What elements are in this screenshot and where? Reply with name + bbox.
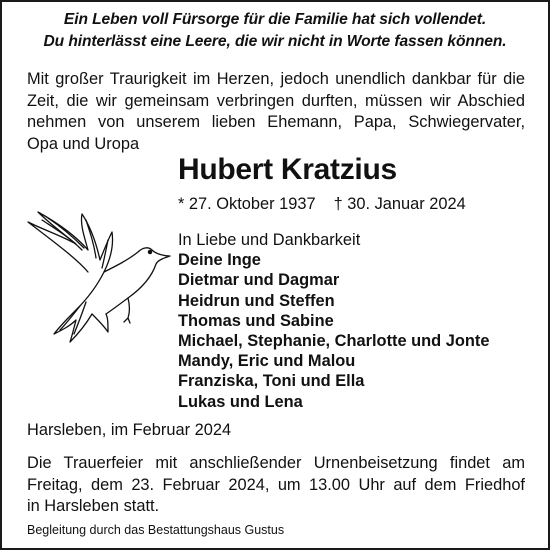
- birth-date: * 27. Oktober 1937: [178, 195, 316, 213]
- mourner-3: Heidrun und Steffen: [178, 291, 335, 310]
- intro-line-4: Opa und Uropa: [27, 134, 140, 153]
- header-line-2: Du hinterlässt eine Leere, die wir nicht in Worte fassen können.: [43, 33, 507, 50]
- service-line-3: in Harsleben statt.: [27, 497, 160, 515]
- mourner-7: Franziska, Toni und Ella: [178, 372, 365, 391]
- header-verse: [0, 9, 550, 53]
- mourner-6: Mandy, Eric und Malou: [178, 352, 356, 371]
- death-date: † 30. Januar 2024: [333, 195, 466, 213]
- intro-line-3: nehmen von unserem lieben Ehemann, Papa, Schwiegervater,: [27, 113, 525, 131]
- mourner-8: Lukas und Lena: [178, 392, 303, 411]
- header-line-1: Ein Leben voll Fürsorge für die Familie hat sich vollendet.: [63, 11, 487, 28]
- service-line-2: Freitag, dem 23. Februar 2024, um 13.00 Uhr auf dem Friedhof: [27, 475, 525, 494]
- intro-line-1: Mit großer Traurigkeit im Herzen, jedoch unendlich dankbar für die: [27, 70, 525, 88]
- mourners-lead: In Liebe und Dankbarkeit: [178, 231, 361, 249]
- service-line-1: Die Trauerfeier mit anschließender Urnenbeisetzung findet am: [27, 454, 525, 472]
- mourner-4: Thomas und Sabine: [178, 311, 334, 330]
- service-details: [27, 453, 525, 518]
- mourner-1: Deine Inge: [178, 251, 261, 270]
- intro-text: [27, 69, 525, 155]
- place-date: Harsleben, im Februar 2024: [27, 421, 232, 439]
- mourner-2: Dietmar und Dagmar: [178, 271, 340, 290]
- mourners-list: [178, 230, 489, 412]
- intro-line-2: Zeit, die wir gemeinsam verbringen durften, müssen wir Abschied: [27, 91, 525, 110]
- life-dates: [178, 195, 466, 214]
- deceased-name: Hubert Kratzius: [178, 153, 397, 186]
- undertaker-credit: Begleitung durch das Bestattungshaus Gustus: [27, 523, 285, 537]
- dove-icon: [24, 210, 174, 345]
- mourner-5: Michael, Stephanie, Charlotte und Jonte: [178, 332, 490, 351]
